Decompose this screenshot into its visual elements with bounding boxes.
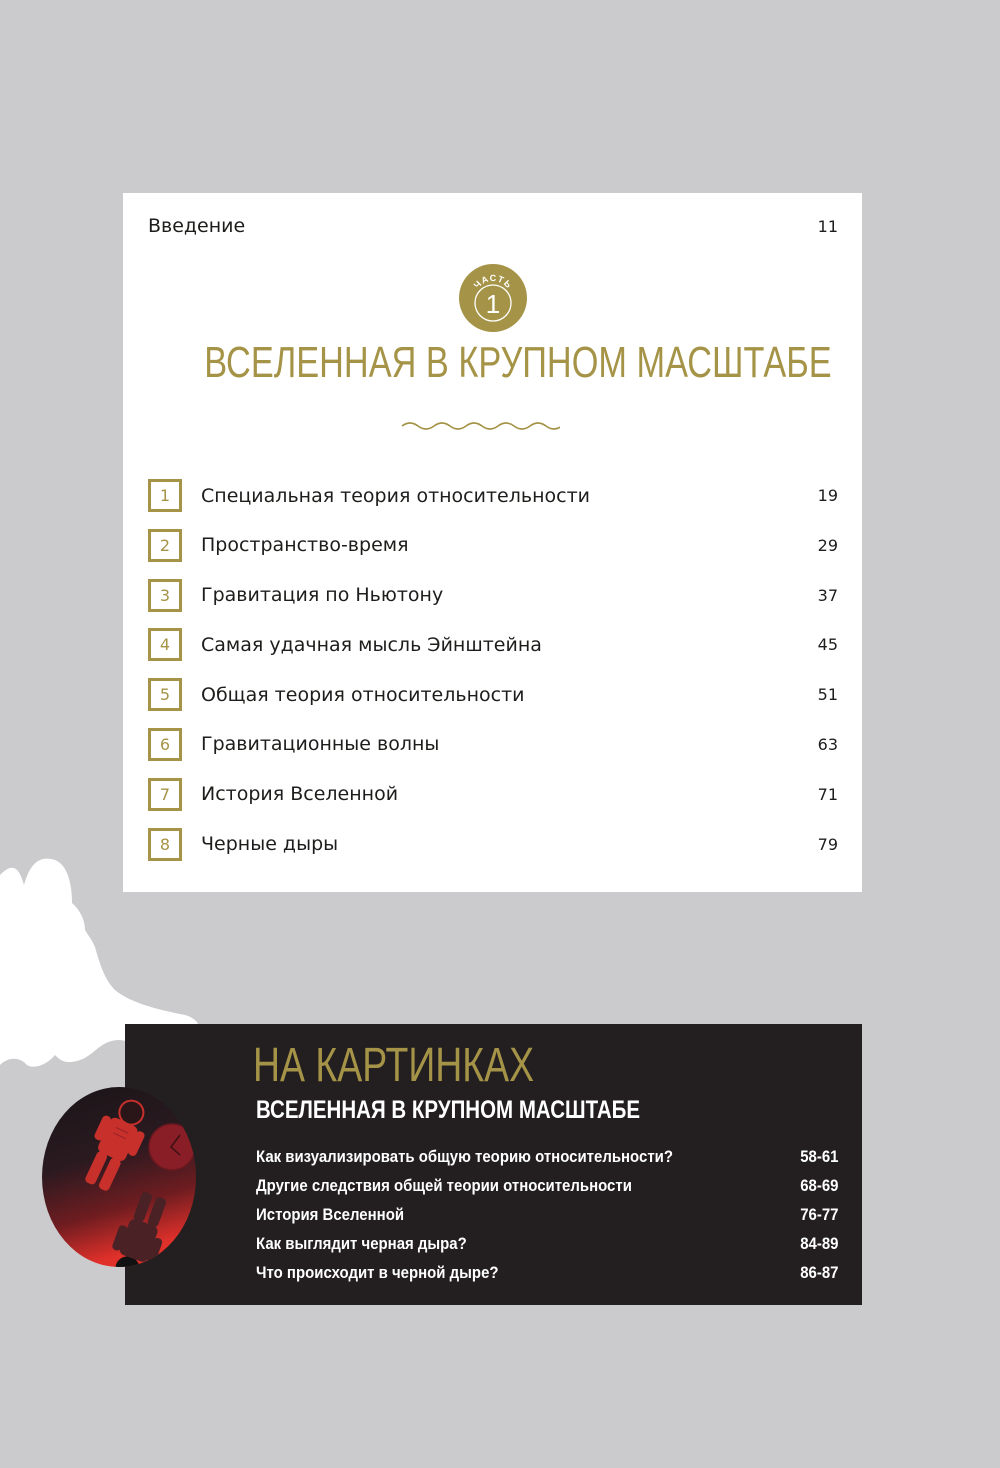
chapter-row[interactable] bbox=[148, 477, 838, 514]
chapter-title: Пространство-время bbox=[201, 534, 409, 557]
pictures-item-pages: 84-89 bbox=[799, 1233, 838, 1253]
pictures-item-title: История Вселенной bbox=[256, 1204, 405, 1224]
chapter-number-box: 5 bbox=[148, 678, 182, 711]
pictures-list-item[interactable] bbox=[256, 1200, 838, 1229]
pictures-subheading: ВСЕЛЕННАЯ В КРУПНОМ МАСШТАБЕ bbox=[256, 1096, 641, 1124]
chapter-title: Гравитация по Ньютону bbox=[201, 584, 444, 607]
pictures-item-pages: 86-87 bbox=[799, 1262, 838, 1282]
intro-title: Введение bbox=[148, 215, 246, 237]
chapter-title: Гравитационные волны bbox=[201, 733, 440, 756]
pictures-list-item[interactable] bbox=[256, 1258, 838, 1287]
intro-page: 11 bbox=[817, 217, 838, 236]
svg-text:1: 1 bbox=[485, 289, 501, 319]
pictures-item-pages: 76-77 bbox=[799, 1204, 838, 1224]
astronaut-black-hole-illustration bbox=[42, 1085, 197, 1268]
chapter-row[interactable] bbox=[148, 826, 838, 863]
chapter-row[interactable] bbox=[148, 626, 838, 663]
pictures-item-title: Как выглядит черная дыра? bbox=[256, 1233, 467, 1253]
pictures-list-item[interactable] bbox=[256, 1229, 838, 1258]
chapter-number-box: 1 bbox=[148, 479, 182, 512]
pictures-item-title: Другие следствия общей теории относительности bbox=[256, 1175, 632, 1195]
pictures-item-title: Что происходит в черной дыре? bbox=[256, 1262, 499, 1282]
chapter-page: 45 bbox=[817, 635, 838, 655]
chapter-row[interactable] bbox=[148, 676, 838, 713]
pictures-list-item[interactable] bbox=[256, 1142, 838, 1171]
pictures-heading: НА КАРТИНКАХ bbox=[253, 1039, 535, 1092]
chapter-title: Черные дыры bbox=[201, 833, 339, 856]
wave-divider-icon bbox=[400, 418, 560, 432]
chapter-number-box: 4 bbox=[148, 628, 182, 661]
chapter-page: 79 bbox=[817, 834, 838, 854]
chapter-row[interactable] bbox=[148, 577, 838, 614]
chapter-page: 63 bbox=[817, 734, 838, 754]
chapter-row[interactable] bbox=[148, 726, 838, 763]
chapter-title: Специальная теория относительности bbox=[201, 484, 590, 507]
chapter-page: 51 bbox=[817, 685, 838, 705]
chapter-page: 19 bbox=[817, 486, 838, 505]
toc-entry-intro[interactable] bbox=[148, 215, 838, 237]
chapter-number-box: 7 bbox=[148, 778, 182, 811]
chapter-page: 29 bbox=[817, 535, 838, 555]
chapter-number-box: 3 bbox=[148, 579, 182, 612]
part-badge-icon bbox=[458, 263, 528, 333]
pictures-panel bbox=[125, 1024, 862, 1305]
chapter-number-box: 6 bbox=[148, 728, 182, 761]
pictures-list-item[interactable] bbox=[256, 1171, 838, 1200]
chapter-title: Самая удачная мысль Эйнштейна bbox=[201, 633, 542, 656]
pictures-list bbox=[256, 1142, 838, 1287]
pictures-item-title: Как визуализировать общую теорию относительности? bbox=[256, 1146, 673, 1166]
pictures-item-pages: 68-69 bbox=[799, 1175, 838, 1195]
chapter-title: История Вселенной bbox=[201, 783, 399, 806]
chapter-number-box: 8 bbox=[148, 828, 182, 861]
svg-text:ЧАСТЬ: ЧАСТЬ bbox=[471, 272, 515, 291]
chapter-row[interactable] bbox=[148, 776, 838, 813]
chapter-number-box: 2 bbox=[148, 529, 182, 562]
chapter-page: 71 bbox=[817, 784, 838, 804]
toc-card bbox=[123, 193, 862, 892]
chapter-list bbox=[148, 477, 838, 875]
part-title: ВСЕЛЕННАЯ В КРУПНОМ МАСШТАБЕ bbox=[204, 338, 832, 387]
pictures-item-pages: 58-61 bbox=[799, 1146, 838, 1166]
chapter-title: Общая теория относительности bbox=[201, 683, 525, 706]
chapter-page: 37 bbox=[817, 585, 838, 605]
chapter-row[interactable] bbox=[148, 527, 838, 564]
